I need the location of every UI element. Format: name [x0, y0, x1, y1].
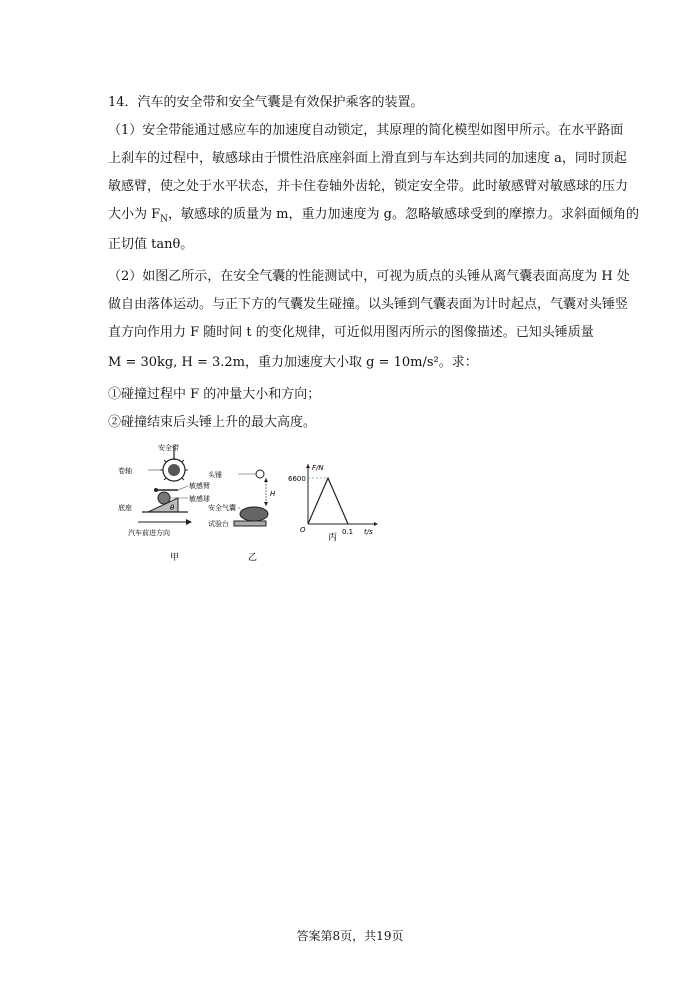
fn-subscript: N [160, 214, 169, 225]
reel-core [168, 464, 180, 476]
label-bench: 试验台 [208, 520, 229, 528]
force-series-line [308, 478, 348, 524]
label-base: 底座 [118, 504, 132, 512]
part1-line-2: 上刹车的过程中，敏感球由于惯性沿底座斜面上滑直到与车达到共同的加速度 a，同时顶起 [108, 151, 627, 166]
head-hammer [256, 470, 264, 478]
sub-question-1: ①碰撞过程中 F 的冲量大小和方向； [108, 387, 321, 402]
sub-question-2: ②碰撞结束后头锤上升的最大高度。 [108, 415, 317, 430]
part2-line-2: 做自由落体运动。与正下方的气囊发生碰撞。以头锤到气囊表面为计时起点，气囊对头锤竖 [108, 297, 629, 312]
part1-line-5: 正切值 tanθ。 [108, 237, 194, 252]
label-direction: 汽车前进方向 [128, 529, 170, 537]
label-reel: 卷轴 [118, 467, 132, 475]
label-hammer: 头锤 [208, 471, 222, 479]
part2-line-3: 直方向作用力 F 随时间 t 的变化规律，可近似用图丙所示的图像描述。已知头锤质量 [108, 325, 594, 340]
label-belt: 安全带 [158, 444, 179, 452]
y-tick-label: 6600 [288, 475, 306, 483]
origin-label: O [300, 526, 306, 534]
caption-jia: 甲 [170, 553, 180, 563]
part2-line-1: （2）如图乙所示，在安全气囊的性能测试中，可视为质点的头锤从离气囊表面高度为 H 处 [108, 269, 630, 284]
figure-bing [288, 462, 378, 570]
part1-line-4b: ，敏感球的质量为 m，重力加速度为 g。忽略敏感球受到的摩擦力。求斜面倾角的 [168, 207, 639, 222]
test-bench [234, 521, 266, 526]
part1-line-4a: 大小为 F [108, 207, 161, 222]
label-h: H [270, 490, 276, 498]
part2-line-4: M = 30kg, H = 3.2m，重力加速度大小取 g = 10m/s²。求： [108, 355, 478, 370]
part1-line-3: 敏感臂，使之处于水平状态，并卡住卷轴外齿轮，锁定安全带。此时敏感臂对敏感球的压力 [108, 179, 629, 194]
part1-line-1: （1）安全带能通过感应车的加速度自动锁定，其原理的简化模型如图甲所示。在水平路面 [108, 123, 624, 138]
label-ball: 敏感球 [189, 495, 210, 503]
x-axis-label: t/s [364, 528, 373, 536]
question-title: 14．汽车的安全带和安全气囊是有效保护乘客的装置。 [108, 95, 424, 110]
part1-line-4 [108, 206, 639, 229]
airbag [240, 507, 268, 521]
label-theta: θ [170, 504, 175, 512]
label-arm: 敏感臂 [189, 482, 210, 490]
label-airbag: 安全气囊 [208, 504, 236, 512]
figure-yi [208, 468, 288, 568]
y-axis-label: F/N [312, 464, 324, 472]
caption-bing: 丙 [328, 533, 338, 543]
page-footer: 答案第8页，共19页 [296, 929, 404, 943]
caption-yi: 乙 [248, 553, 258, 563]
x-tick-label: 0.1 [342, 528, 354, 536]
